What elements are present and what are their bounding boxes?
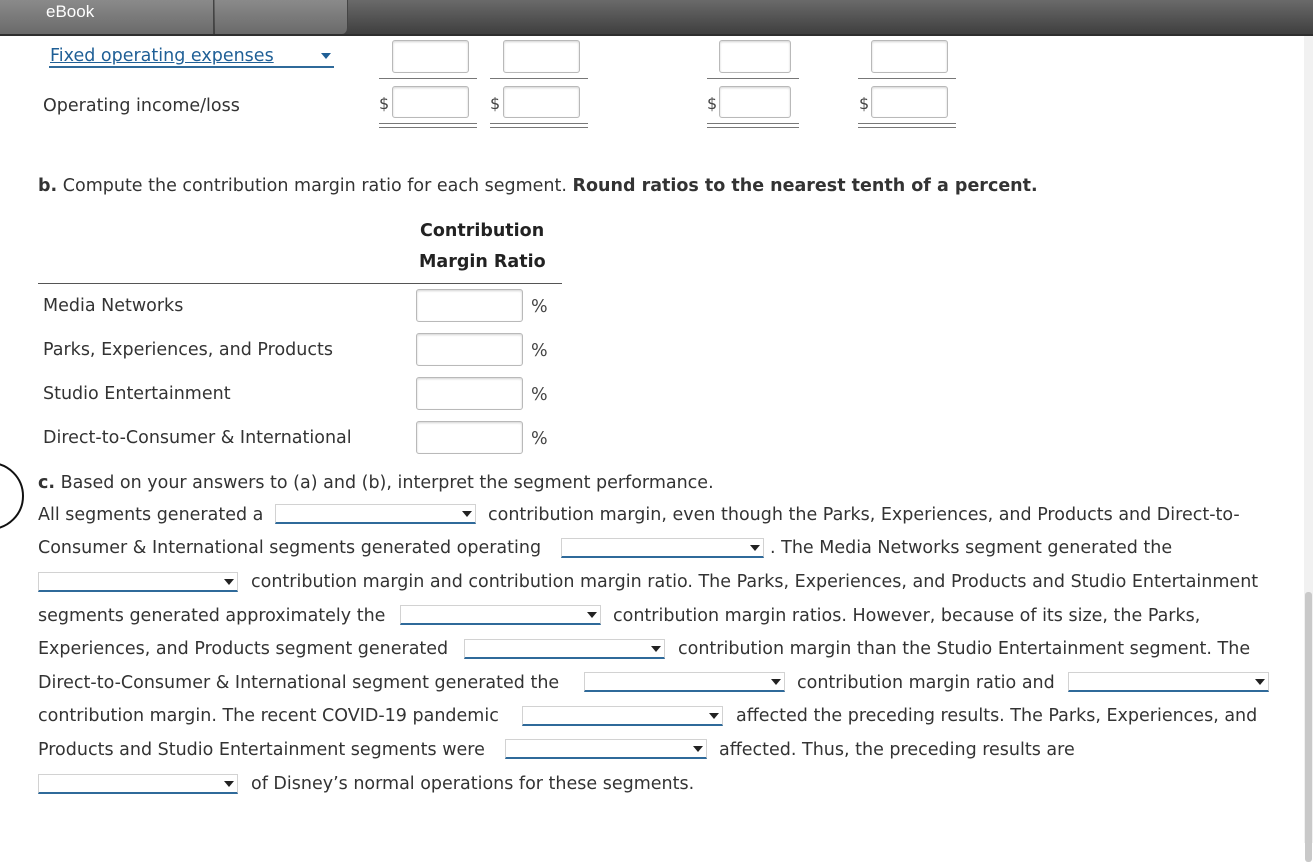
column-header-line1: Contribution: [420, 221, 545, 241]
ratio-input-studio[interactable]: [416, 377, 523, 410]
operating-income-input-2[interactable]: [503, 86, 580, 118]
fixed-expenses-input-4[interactable]: [871, 40, 948, 73]
total-double-line-1: [379, 123, 477, 128]
operating-income-input-4[interactable]: [871, 86, 948, 118]
column-header-line2: Margin Ratio: [419, 252, 546, 272]
ebook-tab[interactable]: eBook: [0, 0, 214, 34]
secondary-tab[interactable]: [215, 0, 348, 34]
total-double-line-4: [858, 123, 956, 128]
chevron-down-icon: [651, 646, 661, 652]
total-double-line-3: [707, 123, 799, 128]
fixed-expenses-select[interactable]: [49, 46, 334, 68]
dropdown-media-networks-rank[interactable]: [38, 572, 238, 592]
chevron-down-icon: [321, 53, 331, 59]
dropdown-margin-sign[interactable]: [275, 504, 476, 524]
operating-income-input-3[interactable]: [719, 86, 791, 118]
passage-text: Experiences, and Products segment generated: [38, 639, 449, 659]
part-b-instruction: [38, 176, 1038, 196]
chevron-down-icon: [587, 612, 597, 618]
subtotal-line-1: [379, 78, 477, 79]
passage-text: contribution margin than the Studio Entertainment segment. The: [678, 639, 1251, 659]
segment-label: Direct-to-Consumer & International: [43, 428, 352, 448]
fixed-expenses-input-2[interactable]: [503, 40, 580, 73]
passage-text: segments generated approximately the: [38, 606, 386, 626]
chevron-down-icon: [709, 713, 719, 719]
part-c-text: Based on your answers to (a) and (b), interpret the segment performance.: [60, 473, 714, 493]
dropdown-results-representative[interactable]: [38, 774, 238, 794]
percent-symbol: %: [531, 385, 548, 405]
part-c-question: [38, 473, 714, 493]
chevron-down-icon: [693, 746, 703, 752]
fixed-expenses-input-1[interactable]: [392, 40, 469, 73]
dropdown-covid-effect[interactable]: [522, 706, 723, 726]
fixed-expenses-select-label: Fixed operating expenses: [50, 46, 274, 66]
passage-text: contribution margin and contribution margin ratio. The Parks, Experiences, and Products and Studio Entertainment: [251, 572, 1259, 592]
passage-text: All segments generated a: [38, 505, 264, 525]
total-double-line-2: [490, 123, 588, 128]
dropdown-dtci-ratio-rank[interactable]: [584, 672, 785, 692]
operating-income-input-1[interactable]: [392, 86, 469, 118]
passage-text: contribution margin ratios. However, because of its size, the Parks,: [613, 606, 1201, 626]
ratio-input-media-networks[interactable]: [416, 289, 523, 322]
segment-label: Media Networks: [43, 296, 184, 316]
chevron-down-icon: [224, 781, 234, 787]
dropdown-parks-size-comparison[interactable]: [464, 639, 665, 659]
percent-symbol: %: [531, 429, 548, 449]
vertical-scrollbar[interactable]: [1304, 36, 1313, 843]
percent-symbol: %: [531, 341, 548, 361]
passage-text: contribution margin, even though the Parks, Experiences, and Products and Direct-to-: [488, 505, 1240, 525]
passage-text: affected. Thus, the preceding results are: [719, 740, 1075, 760]
segment-label: Parks, Experiences, and Products: [43, 340, 333, 360]
passage-text: affected the preceding results. The Parks, Experiences, and: [736, 706, 1258, 726]
scrollbar-thumb[interactable]: [1305, 592, 1312, 862]
ratio-input-dtci[interactable]: [416, 421, 523, 454]
passage-text: contribution margin. The recent COVID-19 pandemic: [38, 706, 499, 726]
part-b-prefix: b.: [38, 176, 58, 196]
dropdown-operating-result[interactable]: [561, 538, 764, 558]
subtotal-line-2: [490, 78, 588, 79]
percent-symbol: %: [531, 297, 548, 317]
part-c-prefix: c.: [38, 473, 56, 493]
passage-text: of Disney’s normal operations for these segments.: [251, 774, 695, 794]
subtotal-line-4: [858, 78, 956, 79]
dropdown-ratio-similarity[interactable]: [400, 605, 601, 625]
partial-circle-marker: [0, 462, 24, 530]
ratio-input-parks[interactable]: [416, 333, 523, 366]
passage-text: Products and Studio Entertainment segments were: [38, 740, 485, 760]
operating-income-label: Operating income/loss: [43, 96, 240, 116]
table-header-rule: [38, 283, 562, 284]
fixed-expenses-input-3[interactable]: [719, 40, 791, 73]
currency-symbol: $: [490, 94, 501, 113]
passage-text: . The Media Networks segment generated the: [770, 538, 1173, 558]
part-b-text: Compute the contribution margin ratio for each segment.: [62, 176, 567, 196]
dropdown-segments-affected[interactable]: [505, 739, 707, 759]
chevron-down-icon: [750, 545, 760, 551]
passage-text: Direct-to-Consumer & International segment generated the: [38, 673, 560, 693]
currency-symbol: $: [859, 94, 870, 113]
passage-text: Consumer & International segments generated operating: [38, 538, 542, 558]
passage-text: contribution margin ratio and: [797, 673, 1055, 693]
currency-symbol: $: [707, 94, 718, 113]
part-b-rounding-note: Round ratios to the nearest tenth of a percent.: [572, 176, 1038, 196]
chevron-down-icon: [224, 579, 234, 585]
currency-symbol: $: [379, 94, 390, 113]
chevron-down-icon: [771, 679, 781, 685]
dropdown-dtci-margin-sign[interactable]: [1068, 672, 1269, 692]
chevron-down-icon: [462, 511, 472, 517]
subtotal-line-3: [707, 78, 799, 79]
chevron-down-icon: [1255, 679, 1265, 685]
segment-label: Studio Entertainment: [43, 384, 231, 404]
